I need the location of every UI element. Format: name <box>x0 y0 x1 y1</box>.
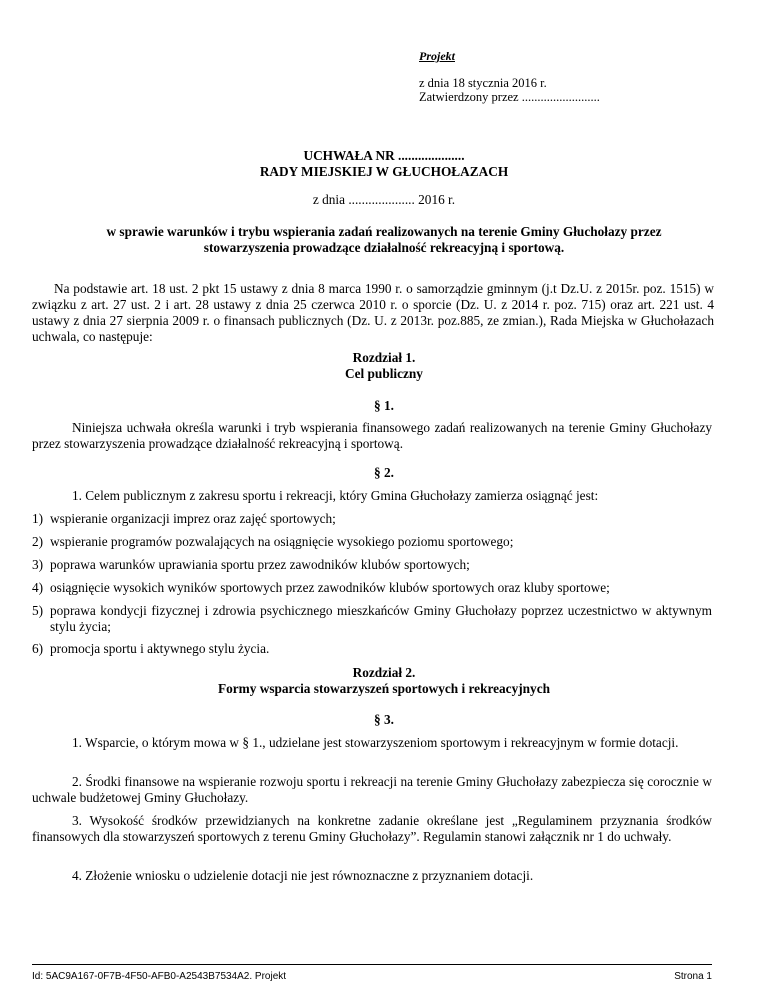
list-item <box>32 511 712 527</box>
section3-para3: 3. Wysokość środków przewidzianych na konkretne zadanie określane jest „Regulaminem przyznania środków finansowych dla stowarzyszeń sportowych z terenu Gminy Głuchołazy”. Regulamin stanowi załącznik nr 1 do uchwały. <box>32 813 712 844</box>
section3-para2: 2. Środki finansowe na wspieranie rozwoju sportu i rekreacji na terenie Gminy Głuchołazy zabezpiecza się corocznie w uchwale budżetowej Gminy Głuchołazy. <box>32 774 712 805</box>
resolution-number: UCHWAŁA NR .................... <box>303 148 465 163</box>
list-item <box>32 641 712 657</box>
list-text: wspieranie organizacji imprez oraz zajęć sportowych; <box>50 511 336 526</box>
footer-document-id: Id: 5AC9A167-0F7B-4F50-AFB0-A2543B7534A2. Projekt <box>32 971 287 982</box>
footer-page-number: Strona 1 <box>674 971 712 982</box>
project-approved: Zatwierdzony przez ......................... <box>419 90 600 104</box>
list-text: poprawa kondycji fizycznej i zdrowia psychicznego mieszkańców Gminy Głuchołazy poprzez uczestnictwo w aktywnym stylu życia; <box>50 603 712 634</box>
list-item <box>32 603 712 635</box>
council-name: RADY MIEJSKIEJ W GŁUCHOŁAZACH <box>259 164 509 179</box>
list-number: 3) <box>32 557 44 572</box>
list-text: wspieranie programów pozwalających na osiągnięcie wysokiego poziomu sportowego; <box>50 534 514 549</box>
list-number: 6) <box>32 641 44 656</box>
chapter2-title: Formy wsparcia stowarzyszeń sportowych i rekreacyjnych <box>218 681 550 696</box>
list-number: 5) <box>32 603 44 618</box>
chapter1-label: Rozdział 1. <box>352 350 416 365</box>
chapter2-label: Rozdział 2. <box>352 665 416 680</box>
list-item <box>32 557 712 573</box>
section2-intro: 1. Celem publicznym z zakresu sportu i rekreacji, który Gmina Głuchołazy zamierza osiągnąć jest: <box>72 488 599 503</box>
section3-para4: 4. Złożenie wniosku o udzielenie dotacji nie jest równoznaczne z przyznaniem dotacji. <box>72 868 534 883</box>
list-item <box>32 534 712 550</box>
list-number: 1) <box>32 511 44 526</box>
list-item <box>32 580 712 596</box>
chapter1-title: Cel publiczny <box>345 366 423 381</box>
section3-heading: § 3. <box>374 712 394 727</box>
section3-para1: 1. Wsparcie, o którym mowa w § 1., udzielane jest stowarzyszeniom sportowym i rekreacyjnym w formie dotacji. <box>72 735 679 750</box>
section1-text: Niniejsza uchwała określa warunki i tryb wspierania finansowego zadań realizowanych na terenie Gminy Głuchołazy przez stowarzyszenia prowadzące działalność rekreacyjną i sportową. <box>32 420 712 451</box>
resolution-date: z dnia .................... 2016 r. <box>312 192 456 207</box>
list-text: poprawa warunków uprawiania sportu przez zawodników klubów sportowych; <box>50 557 470 572</box>
footer-divider <box>32 964 712 965</box>
section2-heading: § 2. <box>374 465 394 480</box>
list-text: promocja sportu i aktywnego stylu życia. <box>50 641 270 656</box>
list-number: 4) <box>32 580 44 595</box>
list-text: osiągnięcie wysokich wyników sportowych przez zawodników klubów sportowych oraz kluby sportowe; <box>50 580 610 595</box>
project-date: z dnia 18 stycznia 2016 r. <box>419 76 547 90</box>
resolution-subject: w sprawie warunków i trybu wspierania zadań realizowanych na terenie Gminy Głuchołazy przez stowarzyszenia prowadzące działalność rekreacyjną i sportową. <box>106 224 662 255</box>
project-header <box>419 48 600 104</box>
list-number: 2) <box>32 534 44 549</box>
preamble: Na podstawie art. 18 ust. 2 pkt 15 ustawy z dnia 8 marca 1990 r. o samorządzie gminnym (j.t Dz.U. z 2015r. poz. 1515) w związku z art. 27 ust. 2 i art. 28 ustawy z dnia 25 czerwca 2010 r. o sporcie (Dz. U. z 2014 r. poz. 715) oraz art. 221 ust. 4 ustawy z dnia 27 sierpnia 2009 r. o finansach publicznych (Dz. U. z 2013r. poz.885, ze zmian.), Rada Miejska w Głuchołazach uchwala, co następuje: <box>32 281 714 344</box>
project-label: Projekt <box>419 49 455 63</box>
section1-heading: § 1. <box>374 398 394 413</box>
